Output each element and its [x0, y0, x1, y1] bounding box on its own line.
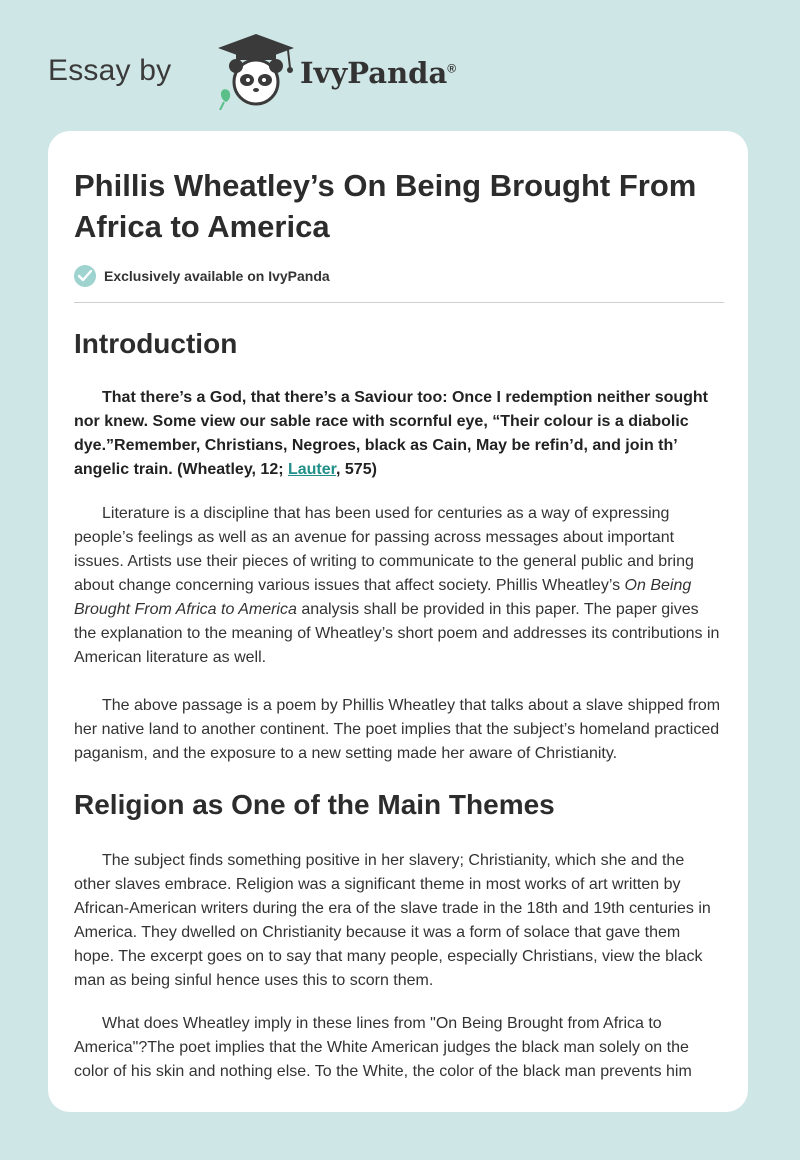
ivypanda-logo-icon[interactable] — [206, 30, 306, 110]
essay-card — [48, 131, 748, 1112]
essay-title: Phillis Wheatley’s On Being Brought From Africa to America — [74, 168, 697, 244]
brand-name[interactable]: IvyPanda® — [300, 56, 457, 90]
checkmark-icon — [74, 265, 96, 287]
paragraph-1: Literature is a discipline that has been used for centuries as a way of expressing people’s feelings as well as an avenue for passing across messages about important issues. Artists use their pieces of writing to communicate to the general public and bring about change concerning various issues that affect society. Phillis Wheatley’s On Being Brought From Africa to America analysis shall be provided in this paper. The paper gives the explanation to the meaning of Wheatley’s short poem and addresses its contributions in American literature as well. — [74, 505, 720, 666]
citation-link-lauter[interactable]: Lauter — [287, 461, 336, 478]
exclusive-label: Exclusively available on IvyPanda — [104, 268, 330, 284]
poem-title-italic: On Being Brought From Africa to America — [74, 577, 692, 618]
section-heading-religion: Religion as One of the Main Themes — [74, 789, 555, 820]
exclusive-badge — [74, 265, 330, 287]
registered-mark: ® — [447, 61, 457, 76]
paragraph-2: The above passage is a poem by Phillis Wheatley that talks about a slave shipped from her native land to another continent. The poet implies that the subject’s homeland practiced paganism, and the exposure to a new setting made her aware of Christianity. — [74, 697, 721, 762]
poem-quote: That there’s a God, that there’s a Saviour too: Once I redemption neither sought nor knew. Some view our sable race with scornful eye, “Their colour is a diabolic dye.”Remember, Christians, Negroes, black as Cain, May be refin’d, and join th’ angelic train. (Wheatley, 12; Lauter, 575) — [74, 389, 709, 478]
essay-by-label: Essay by — [48, 54, 172, 87]
site-header — [48, 30, 752, 110]
section-heading-introduction: Introduction — [74, 328, 238, 359]
paragraph-4: What does Wheatley imply in these lines from "On Being Brought from Africa to America"?The poet implies that the White American judges the black man solely on the color of his skin and nothing else. To the White, the color of the black man prevents him — [74, 1015, 692, 1080]
paragraph-3: The subject finds something positive in her slavery; Christianity, which she and the other slaves embrace. Religion was a significant theme in most works of art written by African-American writers during the era of the slave trade in the 18th and 19th centuries in America. They dwelled on Christianity because it was a form of solace that gave them hope. The excerpt goes on to say that many people, especially Christians, view the black man as being sinful hence uses this to scorn them. — [74, 852, 711, 989]
divider — [74, 302, 724, 303]
